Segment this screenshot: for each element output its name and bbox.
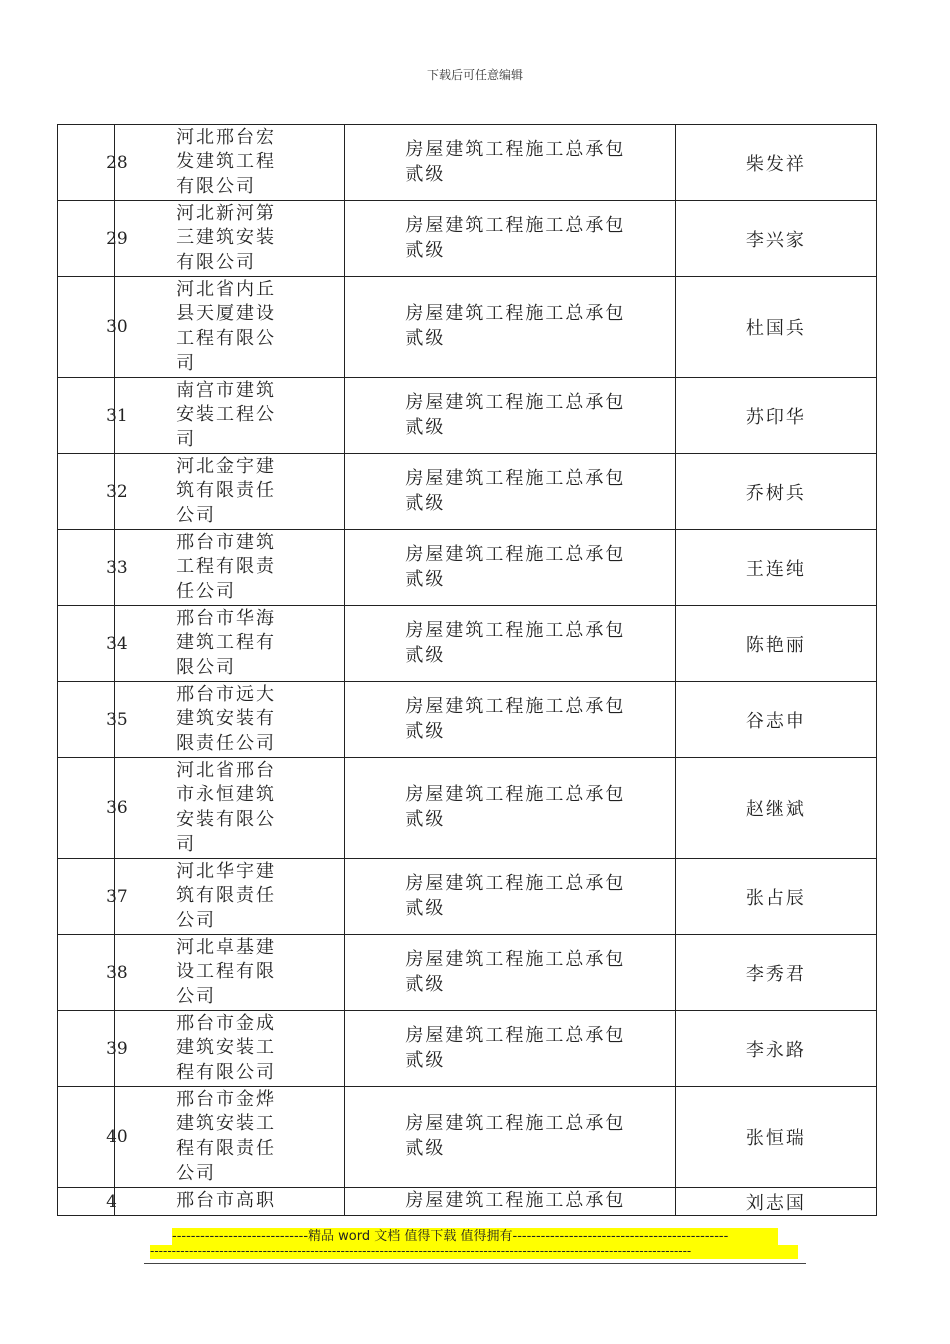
qualification-cell	[345, 682, 675, 758]
row-number: 4	[106, 1191, 117, 1212]
company-name: 河北卓基建设工程有限公司	[176, 936, 277, 1007]
qualification: 房屋建筑工程施工总承包贰级	[405, 1024, 626, 1071]
row-number: 40	[106, 1127, 128, 1147]
company-cell	[115, 1188, 345, 1216]
table-row	[58, 454, 877, 530]
footer-rule	[144, 1263, 806, 1264]
qualification-cell	[345, 530, 675, 606]
qualification-cell	[345, 454, 675, 530]
person-name: 李秀君	[675, 935, 876, 1011]
person-name: 柴发祥	[675, 125, 876, 201]
row-number-cell	[58, 935, 128, 1011]
row-number: 30	[106, 317, 128, 337]
row-number-cell	[58, 1188, 115, 1216]
table-row	[58, 378, 877, 454]
qualification: 房屋建筑工程施工总承包贰级	[405, 214, 626, 261]
company-cell	[115, 859, 345, 935]
qualification: 房屋建筑工程施工总承包贰级	[405, 784, 626, 830]
company-cell	[115, 378, 345, 454]
company-name: 邢台市金烨建筑安装工程有限责任公司	[176, 1088, 277, 1184]
table-row	[58, 606, 877, 682]
footer-dash-line: -----------------------------------------------------------------------------------------------------------------------------	[150, 1245, 798, 1259]
row-number-cell	[58, 606, 128, 682]
person-name: 谷志申	[675, 682, 876, 758]
person-name: 刘志国	[675, 1188, 876, 1216]
qualification: 房屋建筑工程施工总承包贰级	[405, 391, 626, 438]
qualification-cell	[345, 201, 675, 277]
qualification-cell	[345, 125, 675, 201]
person-name: 张占辰	[675, 859, 876, 935]
qualification: 房屋建筑工程施工总承包贰级	[405, 303, 626, 349]
qualification-cell	[345, 378, 675, 454]
company-cell	[115, 935, 345, 1011]
company-name: 河北金宇建筑有限责任公司	[176, 455, 277, 526]
company-name: 邢台市远大建筑安装有限责任公司	[176, 683, 277, 754]
company-cell	[115, 125, 345, 201]
qualification-cell	[345, 1011, 675, 1087]
person-name: 张恒瑞	[675, 1087, 876, 1188]
person-name: 苏印华	[675, 378, 876, 454]
table-row	[58, 1011, 877, 1087]
row-number-cell	[58, 682, 128, 758]
table-row	[58, 935, 877, 1011]
company-cell	[115, 277, 345, 378]
person-name: 乔树兵	[675, 454, 876, 530]
qualification-cell	[345, 1188, 675, 1216]
row-number: 28	[106, 152, 128, 173]
row-number-cell	[58, 125, 128, 201]
company-name: 邢台市金成建筑安装工程有限公司	[176, 1012, 277, 1083]
qualification: 房屋建筑工程施工总承包贰级	[405, 872, 626, 919]
page-header-note: 下载后可任意编辑	[426, 68, 523, 82]
row-number-cell	[58, 378, 128, 454]
row-number-cell	[58, 454, 128, 530]
company-cell	[115, 682, 345, 758]
company-cell	[115, 1011, 345, 1087]
company-name: 河北省内丘县天厦建设工程有限公司	[176, 278, 277, 374]
row-number-cell	[58, 1011, 128, 1087]
person-name: 杜国兵	[675, 277, 876, 378]
qualification-cell	[345, 935, 675, 1011]
footer-slogan: 精品 word 文档 值得下载 值得拥有	[308, 1229, 513, 1244]
table-row	[58, 1087, 877, 1188]
qualification: 房屋建筑工程施工总承包贰级	[405, 138, 626, 185]
qualification: 房屋建筑工程施工总承包贰级	[405, 619, 626, 666]
table-row	[58, 758, 877, 859]
company-cell	[115, 606, 345, 682]
qualification: 房屋建筑工程施工总承包贰级	[405, 1113, 626, 1159]
qualification-cell	[345, 1087, 675, 1188]
qualification: 房屋建筑工程施工总承包贰级	[405, 948, 626, 995]
footer-dashes-right: ----------------------------------------------	[512, 1229, 729, 1244]
row-number: 34	[106, 633, 128, 654]
table-row	[58, 1188, 877, 1216]
person-name: 陈艳丽	[675, 606, 876, 682]
table-row	[58, 125, 877, 201]
row-number: 29	[106, 228, 128, 249]
footer-dashes-left: -----------------------------	[172, 1229, 309, 1244]
company-name: 邢台市建筑工程有限责任公司	[176, 531, 277, 602]
row-number-cell	[58, 859, 128, 935]
company-name: 邢台市华海建筑工程有限公司	[176, 607, 277, 678]
table-row	[58, 277, 877, 378]
row-number-cell	[58, 1087, 128, 1188]
row-number: 32	[106, 481, 128, 502]
qualification: 房屋建筑工程施工总承包贰级	[405, 467, 626, 514]
person-name: 李永路	[675, 1011, 876, 1087]
company-name: 河北省邢台市永恒建筑安装有限公司	[176, 759, 277, 855]
company-name: 河北新河第三建筑安装有限公司	[176, 202, 277, 273]
company-cell	[115, 1087, 345, 1188]
qualification: 房屋建筑工程施工总承包贰级	[405, 695, 626, 742]
qualification-cell	[345, 277, 675, 378]
row-number: 36	[106, 798, 128, 818]
qualification-cell	[345, 758, 675, 859]
company-cell	[115, 454, 345, 530]
company-cell	[115, 201, 345, 277]
row-number: 38	[106, 962, 128, 983]
company-cell	[115, 530, 345, 606]
qualification-cell	[345, 859, 675, 935]
table-row	[58, 201, 877, 277]
row-number-cell	[58, 201, 128, 277]
row-number: 37	[106, 886, 128, 907]
qualification-cell	[345, 606, 675, 682]
company-name: 南宫市建筑安装工程公司	[176, 379, 277, 450]
company-cell	[115, 758, 345, 859]
person-name: 李兴家	[675, 201, 876, 277]
row-number-cell	[58, 277, 128, 378]
row-number-cell	[58, 530, 128, 606]
row-number: 33	[106, 557, 128, 578]
company-name: 邢台市高职	[176, 1190, 277, 1212]
row-number: 39	[106, 1038, 128, 1059]
person-name: 赵继斌	[675, 758, 876, 859]
company-name: 河北华宇建筑有限责任公司	[176, 860, 277, 931]
qualification: 房屋建筑工程施工总承包贰级	[405, 543, 626, 590]
company-name: 河北邢台宏发建筑工程有限公司	[176, 126, 277, 197]
table-row	[58, 859, 877, 935]
row-number: 35	[106, 709, 128, 730]
row-number-cell	[58, 758, 128, 859]
table-row	[58, 682, 877, 758]
company-table	[57, 124, 877, 1216]
row-number: 31	[106, 405, 128, 426]
table-row	[58, 530, 877, 606]
person-name: 王连纯	[675, 530, 876, 606]
qualification: 房屋建筑工程施工总承包	[405, 1190, 626, 1212]
